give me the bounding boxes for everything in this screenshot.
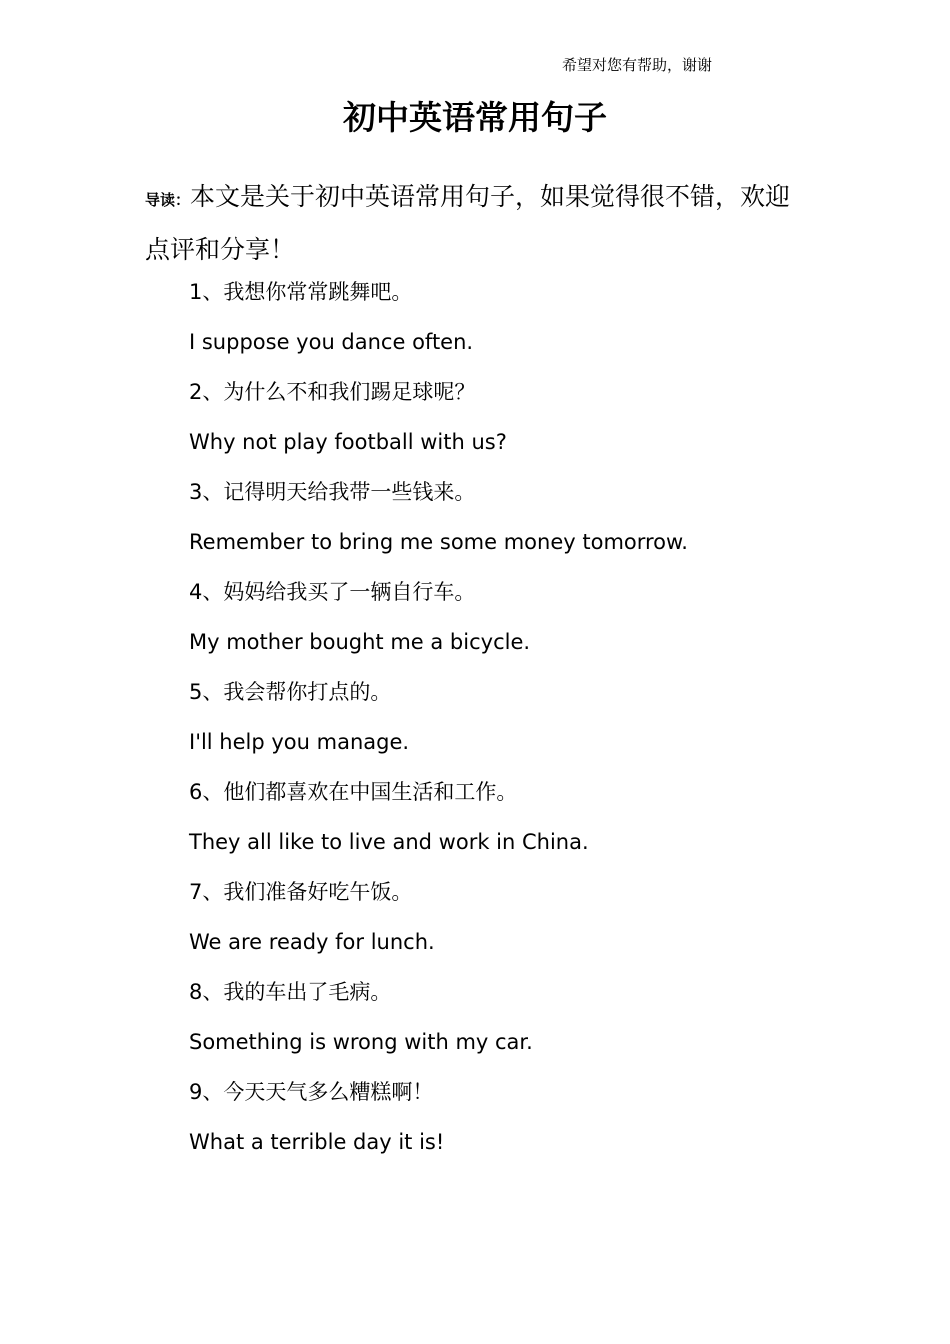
header-note: 希望对您有帮助，谢谢	[562, 56, 713, 74]
intro-label: 导读：	[145, 191, 191, 209]
sentence-7-english: We are ready for lunch.	[189, 930, 435, 954]
sentence-5-chinese: 5、我会帮你打点的。	[189, 680, 392, 704]
intro-text: 本文是关于初中英语常用句子，如果觉得很不错，欢迎点评和分享！	[145, 182, 791, 264]
page-title: 初中英语常用句子	[343, 98, 607, 137]
sentence-4-english: My mother bought me a bicycle.	[189, 630, 531, 654]
sentence-9-english: What a terrible day it is!	[189, 1130, 445, 1154]
intro-paragraph	[145, 172, 815, 275]
sentence-6-chinese: 6、他们都喜欢在中国生活和工作。	[189, 780, 518, 804]
sentence-5-english: I'll help you manage.	[189, 730, 410, 754]
sentence-1-chinese: 1、我想你常常跳舞吧。	[189, 280, 413, 304]
sentence-8-english: Something is wrong with my car.	[189, 1030, 533, 1054]
sentence-2-chinese: 2、为什么不和我们踢足球呢？	[189, 380, 476, 404]
sentence-6-english: They all like to live and work in China.	[189, 830, 589, 854]
sentence-7-chinese: 7、我们准备好吃午饭。	[189, 880, 413, 904]
sentence-3-chinese: 3、记得明天给我带一些钱来。	[189, 480, 476, 504]
sentence-9-chinese: 9、今天天气多么糟糕啊！	[189, 1080, 434, 1104]
sentence-1-english: I suppose you dance often.	[189, 330, 474, 354]
sentence-2-english: Why not play football with us?	[189, 430, 507, 454]
sentence-list	[189, 267, 889, 1167]
sentence-4-chinese: 4、妈妈给我买了一辆自行车。	[189, 580, 476, 604]
sentence-8-chinese: 8、我的车出了毛病。	[189, 980, 392, 1004]
sentence-3-english: Remember to bring me some money tomorrow.	[189, 530, 688, 554]
